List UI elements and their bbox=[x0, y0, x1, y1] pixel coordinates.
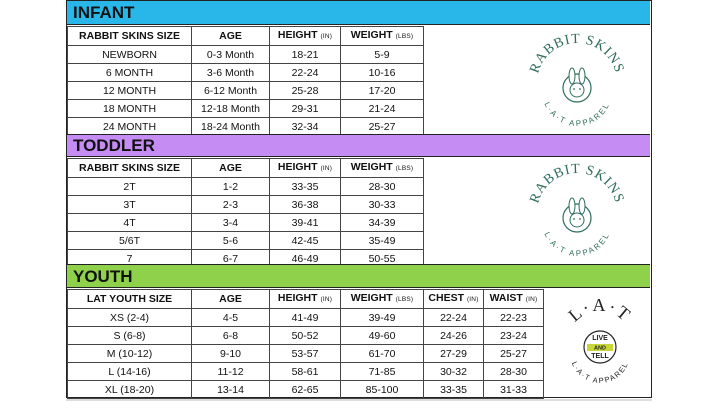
cell: 2T bbox=[68, 178, 192, 196]
cell: 53-57 bbox=[270, 345, 341, 363]
cell: 5-9 bbox=[341, 46, 424, 64]
table-row bbox=[68, 64, 424, 82]
cell: 22-24 bbox=[270, 64, 341, 82]
youth-title: YOUTH bbox=[73, 266, 133, 286]
cell: 10-16 bbox=[341, 64, 424, 82]
cell: 5/6T bbox=[68, 232, 192, 250]
cell: 7 bbox=[68, 250, 192, 268]
cell: 21-24 bbox=[341, 100, 424, 118]
header-weight: WEIGHT (LBS) bbox=[341, 159, 424, 178]
infant-title: INFANT bbox=[73, 3, 135, 22]
svg-text:L·A·T APPAREL: L·A·T APPAREL bbox=[542, 100, 612, 129]
cell: 25-27 bbox=[341, 118, 424, 136]
table-header-row bbox=[68, 27, 424, 46]
cell: 2-3 bbox=[192, 196, 270, 214]
header-age: AGE bbox=[192, 27, 270, 46]
cell: 39-41 bbox=[270, 214, 341, 232]
table-row bbox=[68, 118, 424, 136]
toddler-header-band bbox=[67, 134, 650, 157]
header-age: AGE bbox=[192, 159, 270, 178]
cell: 6 MONTH bbox=[68, 64, 192, 82]
header-size: LAT YOUTH SIZE bbox=[68, 290, 192, 309]
table-row bbox=[68, 46, 424, 64]
cell: 36-38 bbox=[270, 196, 341, 214]
table-row bbox=[68, 100, 424, 118]
table-row bbox=[68, 196, 424, 214]
rabbit-skins-logo bbox=[512, 161, 642, 261]
lat-logo-icon bbox=[554, 291, 646, 397]
cell: 27-29 bbox=[424, 345, 484, 363]
cell: 17-20 bbox=[341, 82, 424, 100]
cell: 13-14 bbox=[192, 381, 270, 399]
header-height: HEIGHT (IN) bbox=[270, 27, 341, 46]
svg-text:L·A·T APPAREL: L·A·T APPAREL bbox=[542, 230, 612, 259]
cell: 46-49 bbox=[270, 250, 341, 268]
cell: M (10-12) bbox=[68, 345, 192, 363]
header-age: AGE bbox=[192, 290, 270, 309]
svg-text:AND: AND bbox=[594, 345, 606, 352]
table-header-row bbox=[68, 159, 424, 178]
table-row bbox=[68, 327, 544, 345]
table-row bbox=[68, 309, 544, 327]
cell: 6-12 Month bbox=[192, 82, 270, 100]
svg-text:L·A·T APPAREL: L·A·T APPAREL bbox=[569, 360, 631, 386]
cell: 24 MONTH bbox=[68, 118, 192, 136]
cell: S (6-8) bbox=[68, 327, 192, 345]
cell: 1-2 bbox=[192, 178, 270, 196]
cell: 29-31 bbox=[270, 100, 341, 118]
header-weight: WEIGHT (LBS) bbox=[341, 290, 424, 309]
header-size: RABBIT SKINS SIZE bbox=[68, 159, 192, 178]
cell: 28-30 bbox=[341, 178, 424, 196]
cell: 50-52 bbox=[270, 327, 341, 345]
table-header-row bbox=[68, 290, 544, 309]
cell: 12 MONTH bbox=[68, 82, 192, 100]
infant-size-table bbox=[67, 26, 424, 136]
cell: 35-49 bbox=[341, 232, 424, 250]
toddler-size-table bbox=[67, 158, 424, 268]
cell: 3T bbox=[68, 196, 192, 214]
cell: 12-18 Month bbox=[192, 100, 270, 118]
table-row bbox=[68, 381, 544, 399]
cell: 18 MONTH bbox=[68, 100, 192, 118]
svg-text:TELL: TELL bbox=[591, 353, 609, 360]
svg-text:RABBIT SKINS: RABBIT SKINS bbox=[527, 161, 627, 206]
table-row bbox=[68, 232, 424, 250]
cell: 11-12 bbox=[192, 363, 270, 381]
svg-text:L·A·T: L·A·T bbox=[564, 295, 636, 326]
youth-size-table bbox=[67, 289, 544, 399]
cell: 41-49 bbox=[270, 309, 341, 327]
cell: 33-35 bbox=[270, 178, 341, 196]
cell: XS (2-4) bbox=[68, 309, 192, 327]
cell: 58-61 bbox=[270, 363, 341, 381]
cell: 31-33 bbox=[484, 381, 544, 399]
cell: 49-60 bbox=[341, 327, 424, 345]
cell: 25-28 bbox=[270, 82, 341, 100]
cell: 42-45 bbox=[270, 232, 341, 250]
cell: 32-34 bbox=[270, 118, 341, 136]
cell: 33-35 bbox=[424, 381, 484, 399]
lat-logo bbox=[554, 291, 646, 397]
cell: 4T bbox=[68, 214, 192, 232]
rabbit-skins-logo-icon bbox=[512, 31, 642, 131]
header-height: HEIGHT (IN) bbox=[270, 290, 341, 309]
cell: 28-30 bbox=[484, 363, 544, 381]
cell: 25-27 bbox=[484, 345, 544, 363]
header-weight: WEIGHT (LBS) bbox=[341, 27, 424, 46]
infant-header-band bbox=[67, 1, 650, 25]
cell: 50-55 bbox=[341, 250, 424, 268]
cell: 22-23 bbox=[484, 309, 544, 327]
cell: 5-6 bbox=[192, 232, 270, 250]
cell: 23-24 bbox=[484, 327, 544, 345]
cell: 71-85 bbox=[341, 363, 424, 381]
cell: 3-4 bbox=[192, 214, 270, 232]
table-row bbox=[68, 214, 424, 232]
header-waist: WAIST (IN) bbox=[484, 290, 544, 309]
svg-text:LIVE: LIVE bbox=[592, 335, 608, 342]
table-row bbox=[68, 345, 544, 363]
bottom-shadow-line bbox=[66, 399, 652, 401]
header-size: RABBIT SKINS SIZE bbox=[68, 27, 192, 46]
table-row bbox=[68, 363, 544, 381]
cell: 6-7 bbox=[192, 250, 270, 268]
cell: 6-8 bbox=[192, 327, 270, 345]
cell: 3-6 Month bbox=[192, 64, 270, 82]
cell: 18-21 bbox=[270, 46, 341, 64]
table-row bbox=[68, 82, 424, 100]
cell: 30-32 bbox=[424, 363, 484, 381]
table-row bbox=[68, 178, 424, 196]
cell: 18-24 Month bbox=[192, 118, 270, 136]
cell: 24-26 bbox=[424, 327, 484, 345]
cell: 85-100 bbox=[341, 381, 424, 399]
youth-header-band bbox=[67, 264, 650, 288]
toddler-title: TODDLER bbox=[73, 136, 155, 155]
header-chest: CHEST (IN) bbox=[424, 290, 484, 309]
header-height: HEIGHT (IN) bbox=[270, 159, 341, 178]
cell: L (14-16) bbox=[68, 363, 192, 381]
svg-text:RABBIT SKINS: RABBIT SKINS bbox=[527, 31, 627, 76]
rabbit-skins-logo bbox=[512, 31, 642, 131]
cell: 9-10 bbox=[192, 345, 270, 363]
cell: 22-24 bbox=[424, 309, 484, 327]
cell: NEWBORN bbox=[68, 46, 192, 64]
cell: 4-5 bbox=[192, 309, 270, 327]
cell: 0-3 Month bbox=[192, 46, 270, 64]
cell: 62-65 bbox=[270, 381, 341, 399]
rabbit-skins-logo-icon bbox=[512, 161, 642, 261]
cell: 61-70 bbox=[341, 345, 424, 363]
size-chart bbox=[66, 0, 652, 398]
cell: 34-39 bbox=[341, 214, 424, 232]
cell: 30-33 bbox=[341, 196, 424, 214]
cell: XL (18-20) bbox=[68, 381, 192, 399]
cell: 39-49 bbox=[341, 309, 424, 327]
